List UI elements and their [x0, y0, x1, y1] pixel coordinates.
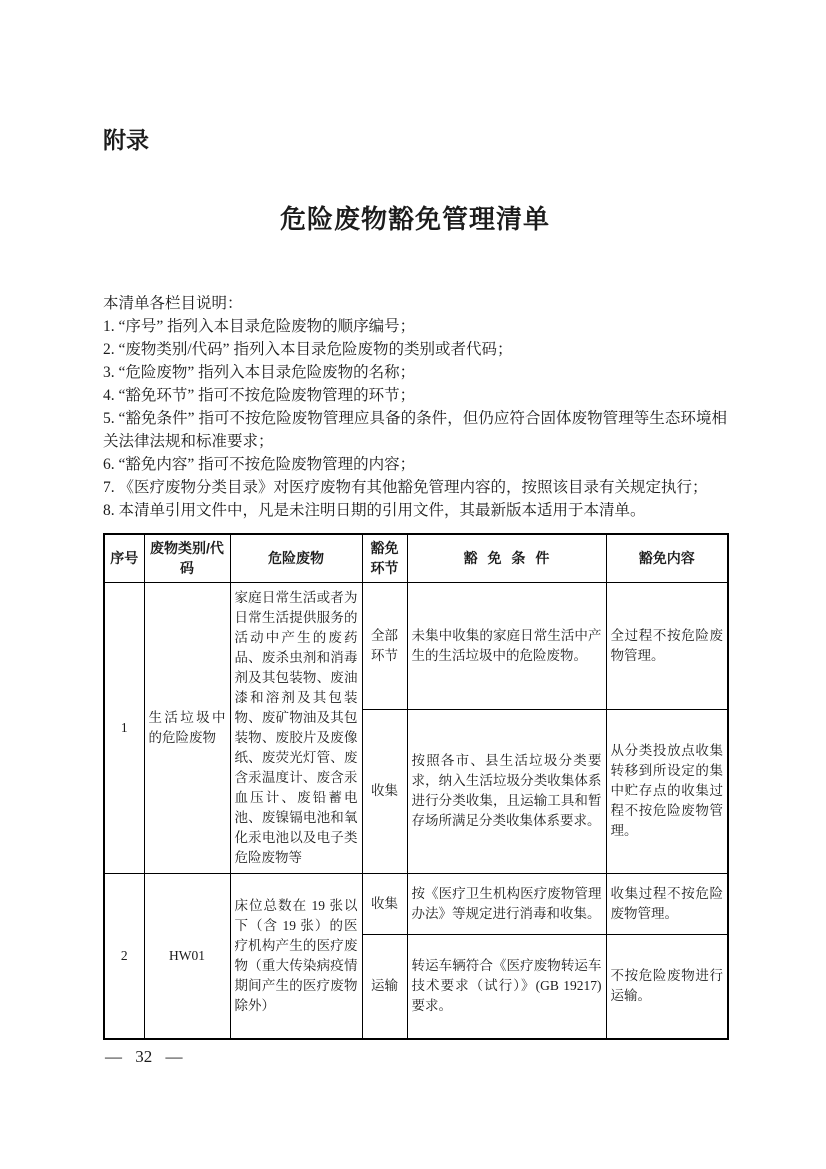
- notes-section: [103, 292, 727, 522]
- appendix-label: 附录: [103, 127, 149, 153]
- waste-cell: 床位总数在 19 张以下（含 19 张）的医疗机构产生的医疗废物（重大传染病疫情期间产生的医疗废物除外）: [230, 873, 362, 1039]
- col-header-category: 废物类别/代码: [144, 534, 230, 582]
- content-cell: 收集过程不按危险废物管理。: [606, 873, 728, 934]
- notes-intro: 本清单各栏目说明：: [103, 295, 243, 312]
- exemption-table: [103, 533, 729, 1040]
- serial-cell: 2: [104, 873, 144, 1039]
- note-item-4: 4. “豁免环节” 指可不按危险废物管理的环节；: [103, 387, 416, 404]
- col-header-content: 豁免内容: [606, 534, 728, 582]
- note-item-8: 8. 本清单引用文件中，凡是未注明日期的引用文件，其最新版本适用于本清单。: [103, 502, 646, 519]
- table-row: [104, 873, 728, 934]
- note-item-6: 6. “豁免内容” 指可不按危险废物管理的内容；: [103, 456, 416, 473]
- col-header-waste: 危险废物: [230, 534, 362, 582]
- stage-cell: 收集: [362, 873, 407, 934]
- condition-cell: 转运车辆符合《医疗废物转运车技术要求（试行）》(GB 19217)要求。: [407, 934, 606, 1039]
- condition-cell: 未集中收集的家庭日常生活中产生的生活垃圾中的危险废物。: [407, 582, 606, 709]
- condition-cell: 按《医疗卫生机构医疗废物管理办法》等规定进行消毒和收集。: [407, 873, 606, 934]
- page-number: — 32 —: [105, 1047, 183, 1066]
- note-item-7: 7. 《医疗废物分类目录》对医疗废物有其他豁免管理内容的，按照该目录有关规定执行；: [103, 479, 708, 496]
- table-header-row: [104, 534, 728, 582]
- category-cell: HW01: [144, 873, 230, 1039]
- table-row: [104, 582, 728, 709]
- serial-cell: 1: [104, 582, 144, 873]
- stage-cell: 收集: [362, 709, 407, 873]
- stage-cell: 运输: [362, 934, 407, 1039]
- note-item-5: 5. “豁免条件” 指可不按危险废物管理应具备的条件，但仍应符合固体废物管理等生态环境相关法律法规和标准要求；: [103, 410, 727, 450]
- col-header-serial: 序号: [104, 534, 144, 582]
- condition-cell: 按照各市、县生活垃圾分类要求，纳入生活垃圾分类收集体系进行分类收集，且运输工具和暂存场所满足分类收集体系要求。: [407, 709, 606, 873]
- note-item-3: 3. “危险废物” 指列入本目录危险废物的名称；: [103, 364, 416, 381]
- note-item-1: 1. “序号” 指列入本目录危险废物的顺序编号；: [103, 318, 416, 335]
- content-cell: 不按危险废物进行运输。: [606, 934, 728, 1039]
- note-item-2: 2. “废物类别/代码” 指列入本目录危险废物的类别或者代码；: [103, 341, 513, 358]
- col-header-condition: 豁 免 条 件: [407, 534, 606, 582]
- stage-cell: 全部环节: [362, 582, 407, 709]
- col-header-stage: 豁免环节: [362, 534, 407, 582]
- category-cell: 生活垃圾中的危险废物: [144, 582, 230, 873]
- content-cell: 全过程不按危险废物管理。: [606, 582, 728, 709]
- content-cell: 从分类投放点收集转移到所设定的集中贮存点的收集过程不按危险废物管理。: [606, 709, 728, 873]
- waste-cell: 家庭日常生活或者为日常生活提供服务的活动中产生的废药品、废杀虫剂和消毒剂及其包装物、废油漆和溶剂及其包装物、废矿物油及其包装物、废胶片及废像纸、废荧光灯管、废含汞温度计、废含汞血压计、废铅蓄电池、废镍镉电池和氧化汞电池以及电子类危险废物等: [230, 582, 362, 873]
- page-title: 危险废物豁免管理清单: [279, 204, 550, 234]
